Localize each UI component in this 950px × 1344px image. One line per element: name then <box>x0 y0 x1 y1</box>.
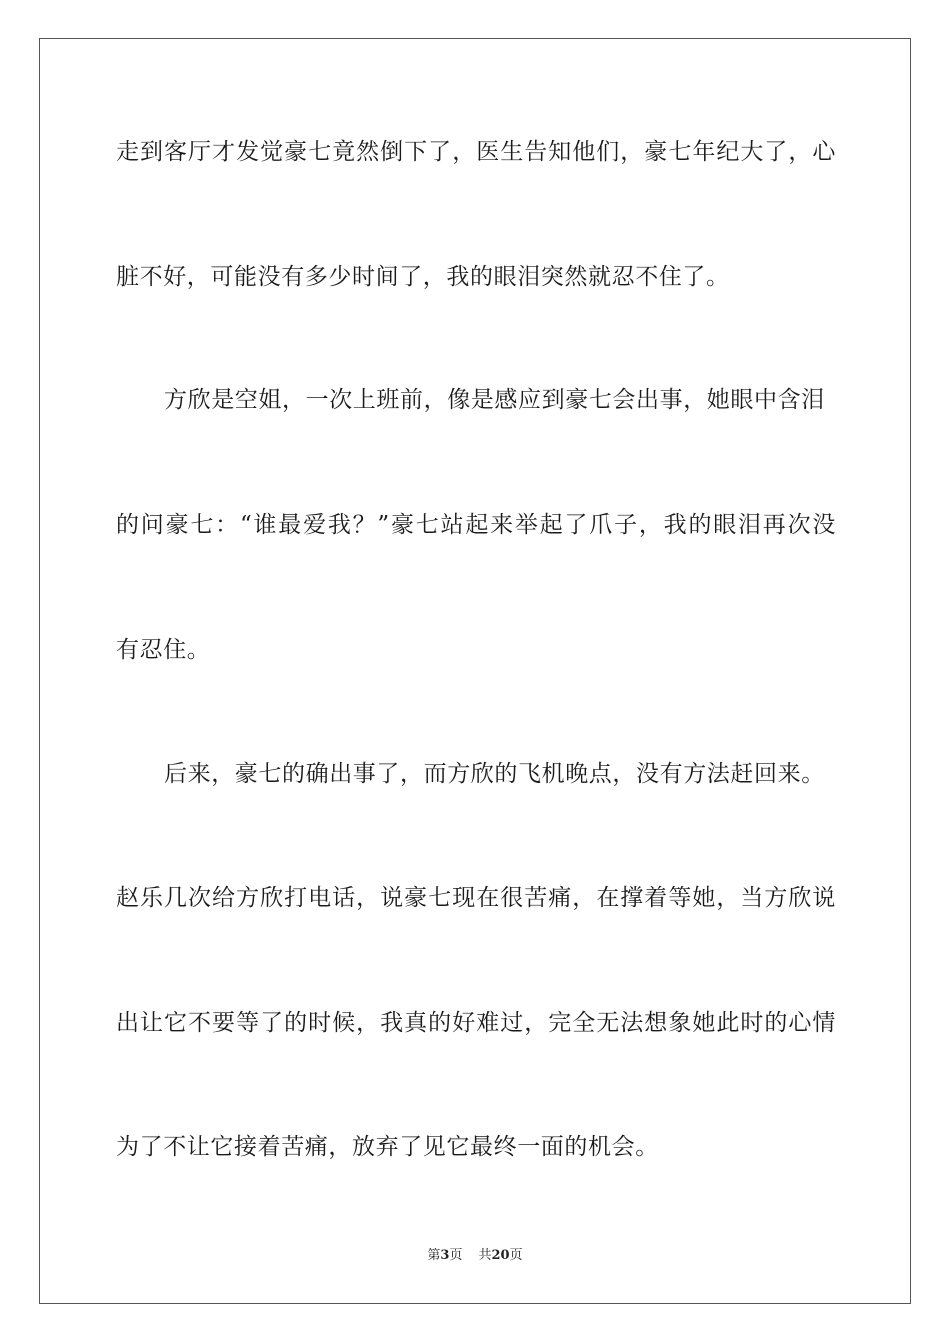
page-border <box>39 38 911 1304</box>
page-prefix: 第 <box>427 1248 441 1263</box>
page-footer <box>0 1247 950 1265</box>
paragraph-line: 出让它不要等了的时候，我真的好难过，完全无法想象她此时的心情 <box>116 1010 836 1036</box>
total-suffix: 页 <box>509 1248 523 1263</box>
total-pages: 20 <box>491 1248 510 1263</box>
paragraph-line: 为了不让它接着苦痛，放弃了见它最终一面的机会。 <box>116 1134 659 1160</box>
paragraph-line: 脏不好，可能没有多少时间了，我的眼泪突然就忍不住了。 <box>116 264 730 290</box>
paragraph-line: 赵乐几次给方欣打电话，说豪七现在很苦痛，在撑着等她，当方欣说 <box>116 885 836 911</box>
total-prefix: 共 <box>478 1248 492 1263</box>
paragraph-line: 走到客厅才发觉豪七竟然倒下了，医生告知他们，豪七年纪大了，心 <box>116 139 836 165</box>
page-number: 3 <box>440 1248 450 1263</box>
paragraph-line: 后来，豪七的确出事了，而方欣的飞机晚点，没有方法赶回来。 <box>164 761 825 787</box>
page-suffix: 页 <box>449 1248 463 1263</box>
paragraph-line: 的问豪七：“谁最爱我？”豪七站起来举起了爪子，我的眼泪再次没 <box>116 512 836 538</box>
paragraph-line: 方欣是空姐，一次上班前，像是感应到豪七会出事，她眼中含泪 <box>164 387 825 413</box>
paragraph-line: 有忍住。 <box>116 637 211 663</box>
